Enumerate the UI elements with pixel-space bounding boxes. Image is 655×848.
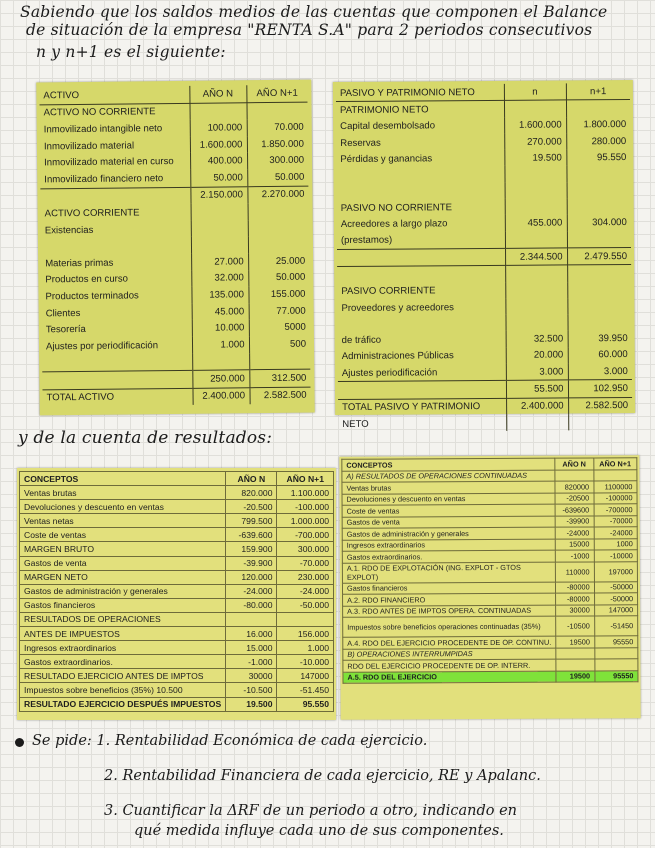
table-cell: 400.000 (190, 153, 247, 170)
table-cell: 120.000 (226, 570, 277, 584)
table-row (337, 198, 631, 216)
table-cell: A.4. RDO DEL EJERCICIO PROCEDENTE DE OP. CONTINU. (343, 636, 556, 649)
table-cell (191, 220, 248, 237)
table-row (20, 528, 334, 542)
table-cell: 95.550 (277, 697, 334, 711)
table-cell (594, 469, 637, 481)
table-row (342, 561, 637, 583)
table-cell: -70.000 (277, 556, 334, 570)
table-cell (248, 236, 309, 253)
table-cell: 20.000 (506, 347, 568, 364)
table-cell: -700.000 (277, 528, 334, 542)
table-cell: B) OPERACIONES INTERRUMPIDAS (343, 648, 556, 661)
table-row (20, 655, 334, 669)
table-cell: -100000 (594, 492, 637, 504)
table-cell: 1.600.000 (190, 136, 247, 153)
table-cell: 250.000 (192, 370, 249, 388)
resultados-table-a (19, 471, 334, 712)
table-cell: 1000 (594, 538, 637, 550)
table-cell: Impuestos sobre beneficios (35%) 10.500 (20, 683, 226, 697)
table-cell: 455.000 (505, 215, 567, 232)
table-cell: Gastos de administración y generales (20, 584, 226, 598)
table-cell: 25.000 (275, 255, 306, 267)
table-cell (248, 219, 309, 236)
table-cell (505, 231, 567, 248)
table-cell (595, 659, 638, 671)
table-cell (42, 370, 192, 389)
table-cell (337, 248, 505, 266)
table-row (337, 298, 631, 316)
table-cell: Reservas (336, 134, 504, 151)
table-cell (566, 100, 630, 117)
table-cell: 147000 (594, 604, 637, 616)
table-cell: Ventas brutas (20, 486, 226, 500)
table-cell (191, 203, 248, 220)
table-row (20, 584, 334, 598)
table-cell (567, 198, 631, 215)
table-cell: ANTES DE IMPUESTOS (20, 627, 226, 641)
table-cell: A.1. RDO DE EXPLOTACIÓN (ING. EXPLOT - GTOS EXPLOT) (342, 562, 555, 583)
table-cell: AÑO N (189, 85, 246, 103)
table-cell: -70000 (594, 515, 637, 527)
table-cell: -639600 (555, 504, 594, 516)
table-cell: -80000 (555, 593, 594, 605)
table-row (338, 363, 632, 382)
table-cell: de tráfico (338, 331, 506, 348)
table-cell: 1.800.000 (583, 119, 627, 131)
table-cell: 1.850.000 (261, 138, 304, 150)
table-cell: 312.500 (249, 369, 310, 387)
table-cell: -10.000 (277, 655, 334, 669)
table-cell: Clientes (42, 304, 192, 322)
table-cell: Ingresos extraordinarios (20, 641, 226, 655)
table-cell: 2.150.000 (190, 186, 247, 204)
pasivo-table (336, 83, 632, 432)
table-cell: -50000 (594, 593, 637, 605)
activo-photo (36, 80, 314, 416)
table-cell: 2.582.500 (249, 387, 310, 405)
table-cell: 500 (289, 338, 307, 350)
table-cell: CONCEPTOS (342, 458, 555, 471)
table-cell: PASIVO NO CORRIENTE (337, 199, 505, 216)
table-cell (277, 612, 334, 626)
table-cell: 27.000 (191, 253, 248, 270)
table-row (336, 117, 630, 135)
table-cell (504, 100, 566, 117)
table-cell: Acreedores a largo plazo (337, 215, 505, 232)
table-row (338, 397, 632, 416)
table-cell: Productos en curso (41, 270, 191, 288)
table-cell (567, 282, 631, 299)
table-cell: 159.900 (226, 542, 277, 556)
table-cell: -10000 (594, 550, 637, 562)
table-row (20, 683, 334, 697)
table-cell: 820000 (555, 481, 594, 493)
table-cell (556, 647, 595, 659)
table-cell (249, 352, 310, 370)
resultados-heading: y de la cuenta de resultados: (18, 428, 273, 448)
table-cell: Gastos financieros (342, 582, 555, 595)
table-row (20, 542, 334, 556)
table-row (338, 347, 632, 365)
table-cell: 300.000 (269, 154, 305, 167)
table-cell: 39.950 (598, 333, 628, 345)
table-cell: 1100000 (594, 481, 637, 493)
table-cell: -20.500 (226, 500, 277, 514)
table-cell (336, 166, 504, 183)
table-cell: -39.900 (226, 556, 277, 570)
table-cell: Ingresos extraordinarios (342, 539, 555, 552)
table-cell: AÑO N+1 (246, 85, 307, 103)
table-cell: MARGEN BRUTO (20, 542, 226, 556)
table-row (20, 641, 334, 655)
table-cell: 3.000 (603, 365, 628, 377)
table-cell: 230.000 (277, 570, 334, 584)
table-row (337, 214, 631, 232)
table-cell (192, 353, 249, 371)
table-cell: -80000 (555, 581, 594, 593)
table-cell: PASIVO Y PATRIMONIO NETO (336, 84, 504, 102)
table-cell: Gastos de venta (20, 556, 226, 570)
table-cell: 50.000 (274, 171, 305, 183)
table-cell: 155.000 (270, 288, 306, 300)
table-cell: -80.000 (226, 598, 277, 612)
resultados-table-b (341, 457, 638, 684)
table-cell: A.5. RDO DEL EJERCICIO (343, 671, 556, 684)
table-cell: AÑO N (555, 458, 594, 470)
table-cell: 55.500 (506, 380, 568, 398)
table-row (336, 149, 630, 167)
table-cell: AÑO N+1 (593, 458, 636, 470)
table-cell: Tesorería (42, 320, 192, 338)
table-cell (504, 166, 566, 183)
table-cell: 2.344.500 (505, 248, 567, 266)
table-cell (189, 102, 246, 120)
table-cell (568, 414, 632, 431)
table-cell: 77.000 (276, 305, 306, 317)
table-cell: AÑO N (226, 472, 277, 486)
table-cell: PATRIMONIO NETO (336, 101, 504, 119)
table-cell: 2.479.550 (567, 247, 631, 265)
table-cell: 2.270.000 (247, 186, 308, 204)
table-cell: ACTIVO NO CORRIENTE (39, 103, 189, 122)
table-cell (505, 265, 567, 282)
table-cell: Productos terminados (41, 287, 191, 305)
table-cell: -39900 (555, 515, 594, 527)
table-cell (40, 187, 190, 206)
table-cell: 1.000 (277, 641, 334, 655)
table-cell (567, 231, 631, 248)
table-cell (505, 182, 567, 199)
table-cell: -24000 (555, 527, 594, 539)
table-cell: PASIVO CORRIENTE (337, 282, 505, 299)
table-cell: Ventas netas (20, 514, 226, 528)
table-cell: Inmovilizado financiero neto (40, 170, 190, 189)
table-cell: Devoluciones y descuento en ventas (20, 500, 226, 514)
resultados-photo-b (339, 455, 640, 720)
table-cell: TOTAL ACTIVO (42, 388, 192, 407)
table-cell: Gastos de venta (342, 516, 555, 529)
table-cell: -100.000 (277, 500, 334, 514)
table-cell: 270.000 (504, 133, 566, 150)
table-cell: Impuestos sobre beneficios operaciones continuadas (35%) (343, 616, 556, 637)
table-row (337, 182, 631, 200)
table-cell: 799.500 (226, 514, 277, 528)
table-cell: 304.000 (592, 217, 627, 229)
table-cell: Existencias (41, 221, 191, 239)
table-cell: 3.000 (506, 363, 568, 380)
table-cell: -700000 (594, 504, 637, 516)
table-cell: Gastos financieros (20, 598, 226, 612)
table-cell: Inmovilizado intangible neto (40, 120, 190, 138)
table-cell: 147000 (277, 669, 334, 683)
table-cell (505, 298, 567, 315)
table-cell: 2.400.000 (506, 398, 568, 415)
table-cell: NETO (338, 415, 506, 432)
table-row (20, 514, 334, 528)
table-cell: Gastos extraordinarios. (342, 550, 555, 563)
table-row (343, 670, 638, 683)
table-row (343, 616, 638, 638)
table-cell (248, 203, 309, 220)
table-cell (41, 237, 191, 255)
table-row (336, 165, 630, 183)
table-cell: Gastos extraordinarios. (20, 655, 226, 669)
table-row (336, 133, 630, 151)
table-cell: 1.000 (192, 336, 249, 353)
table-cell: -51450 (594, 616, 637, 636)
table-cell (567, 298, 631, 315)
table-cell: -50000 (594, 581, 637, 593)
table-cell (567, 265, 631, 282)
table-cell: -24000 (594, 527, 637, 539)
table-row (338, 380, 632, 399)
table-cell: 10.000 (192, 320, 249, 337)
table-cell: 110000 (555, 561, 594, 581)
table-cell (337, 266, 505, 284)
table-cell: AÑO N+1 (277, 472, 334, 486)
table-cell: -10.500 (226, 683, 277, 697)
table-cell: 32.500 (506, 331, 568, 348)
question-2: 2. Rentabilidad Financiera de cada ejercicio, RE y Apalanc. (104, 768, 541, 784)
table-cell (246, 102, 307, 120)
table-row (338, 414, 632, 432)
table-cell (338, 381, 506, 399)
table-cell: Coste de ventas (342, 504, 555, 517)
table-cell: TOTAL PASIVO Y PATRIMONIO (338, 398, 506, 416)
table-cell: Gastos de administración y generales (342, 527, 555, 540)
table-cell: Materias primas (41, 254, 191, 272)
pasivo-photo (333, 80, 635, 430)
table-cell: 95550 (594, 636, 637, 648)
table-cell: 100.000 (190, 119, 247, 136)
table-cell (505, 282, 567, 299)
table-cell: CONCEPTOS (20, 472, 226, 486)
table-cell: RESULTADO EJERCICIO DESPUÉS IMPUESTOS (20, 697, 226, 711)
table-row (20, 570, 334, 584)
bullet-dot (15, 738, 24, 747)
table-cell: Ventas brutas (342, 481, 555, 494)
table-cell: RESULTADOS DE OPERACIONES (20, 612, 226, 626)
table-cell: Ajustes periodificación (338, 364, 506, 382)
intro-line-1: Sabiendo que los saldos medios de las cuentas que componen el Balance (20, 3, 608, 21)
table-cell (567, 182, 631, 199)
table-cell: 2.400.000 (192, 387, 249, 405)
table-cell: 19500 (556, 670, 595, 682)
table-cell: Coste de ventas (20, 528, 226, 542)
resultados-photo-a (17, 468, 336, 720)
table-cell: 15000 (555, 538, 594, 550)
table-cell (226, 612, 277, 626)
table-cell: Devoluciones y descuento en ventas (342, 493, 555, 506)
table-cell: Ajustes por periodificación (42, 337, 192, 355)
question-3-line-1: 3. Cuantificar la ΔRF de un periodo a otro, indicando en (104, 803, 518, 819)
table-cell: n (504, 83, 566, 100)
table-cell: -1.000 (226, 655, 277, 669)
table-header-row (336, 83, 630, 102)
table-row (20, 669, 334, 683)
table-cell: 70.000 (274, 121, 304, 133)
intro-line-2: de situación de la empresa "RENTA S.A" para 2 periodos consecutivos (26, 21, 593, 39)
table-cell: MARGEN NETO (20, 570, 226, 584)
table-cell: A.2. RDO FINANCIERO (343, 593, 556, 606)
table-cell: 820.000 (226, 486, 277, 500)
table-cell (191, 237, 248, 254)
table-cell: -20500 (555, 492, 594, 504)
table-cell: 95550 (595, 670, 638, 682)
table-cell: -24.000 (226, 584, 277, 598)
table-cell: 1.600.000 (504, 117, 566, 134)
table-cell: 1.000.000 (277, 514, 334, 528)
table-cell: 32.000 (191, 270, 248, 287)
table-cell: -639.600 (226, 528, 277, 542)
intro-line-3: n y n+1 es el siguiente: (36, 43, 226, 61)
table-cell (506, 414, 568, 431)
table-cell: n+1 (566, 83, 630, 100)
table-cell: 95.550 (596, 151, 627, 164)
table-cell: 102.950 (568, 380, 632, 398)
table-cell: 15.000 (226, 641, 277, 655)
table-cell: -50.000 (277, 598, 334, 612)
table-row (337, 282, 631, 300)
table-cell (556, 659, 595, 671)
table-cell: Proveedores y acreedores (337, 299, 505, 316)
activo-table (39, 85, 310, 407)
table-cell: 300.000 (277, 542, 334, 556)
table-row (337, 247, 631, 266)
table-row (42, 387, 310, 407)
table-cell (42, 353, 192, 372)
table-cell: A) RESULTADOS DE OPERACIONES CONTINUADAS (342, 470, 555, 483)
table-row (20, 556, 334, 570)
table-cell (337, 315, 505, 332)
table-cell: 2.582.500 (568, 397, 632, 414)
table-header-row (20, 472, 334, 486)
table-cell: -24.000 (277, 584, 334, 598)
table-cell: Pérdidas y ganancias (336, 150, 504, 167)
table-cell: A.3. RDO ANTES DE IMPTOS OPERA. CONTINUADAS (343, 605, 556, 618)
table-cell: 5000 (284, 321, 306, 333)
table-row (337, 314, 631, 332)
table-row (20, 486, 334, 500)
table-cell (567, 314, 631, 331)
table-cell: Administraciones Públicas (338, 348, 506, 365)
table-row (338, 330, 632, 348)
table-cell: Capital desembolsado (336, 117, 504, 134)
table-cell: 135.000 (191, 286, 248, 303)
table-cell (594, 647, 637, 659)
table-cell: -10500 (556, 616, 595, 636)
table-row (20, 627, 334, 641)
table-row (20, 500, 334, 514)
table-cell: 280.000 (591, 135, 627, 147)
table-row (20, 697, 334, 711)
table-cell: 19500 (556, 636, 595, 648)
table-row (337, 265, 631, 284)
table-cell (337, 183, 505, 200)
table-cell: 50.000 (190, 169, 247, 187)
table-cell: 30000 (226, 669, 277, 683)
table-cell: 16.000 (226, 627, 277, 641)
table-cell: RESULTADO EJERCICIO ANTES DE IMPTOS (20, 669, 226, 683)
table-cell: -51.450 (277, 683, 334, 697)
question-1: Se pide: 1. Rentabilidad Económica de cada ejercicio. (32, 733, 428, 749)
table-cell (566, 165, 630, 182)
table-row (337, 231, 631, 250)
table-cell: 19.500 (226, 697, 277, 711)
table-cell: ACTIVO CORRIENTE (41, 204, 191, 222)
table-cell (555, 469, 594, 481)
table-cell: RDO DEL EJERCICIO PROCEDENTE DE OP. INTERR. (343, 659, 556, 672)
table-cell (505, 198, 567, 215)
table-cell: 156.000 (277, 627, 334, 641)
table-cell: 45.000 (192, 303, 249, 320)
table-cell (505, 315, 567, 332)
table-row (336, 100, 630, 119)
table-cell: Inmovilizado material (40, 137, 190, 155)
table-cell: 19.500 (504, 150, 566, 167)
question-3-line-2: qué medida influye cada uno de sus componentes. (134, 823, 504, 839)
table-row (20, 612, 334, 626)
table-cell: 197000 (594, 561, 637, 581)
table-cell: 60.000 (598, 349, 628, 361)
table-cell: 1.100.000 (277, 486, 334, 500)
table-cell: Inmovilizado material en curso (40, 153, 190, 171)
table-row (20, 598, 334, 612)
table-cell: -1000 (555, 550, 594, 562)
table-cell: (prestamos) (337, 232, 505, 250)
table-cell: ACTIVO (39, 86, 189, 105)
table-cell: 50.000 (275, 271, 306, 284)
table-cell: 30000 (556, 604, 595, 616)
